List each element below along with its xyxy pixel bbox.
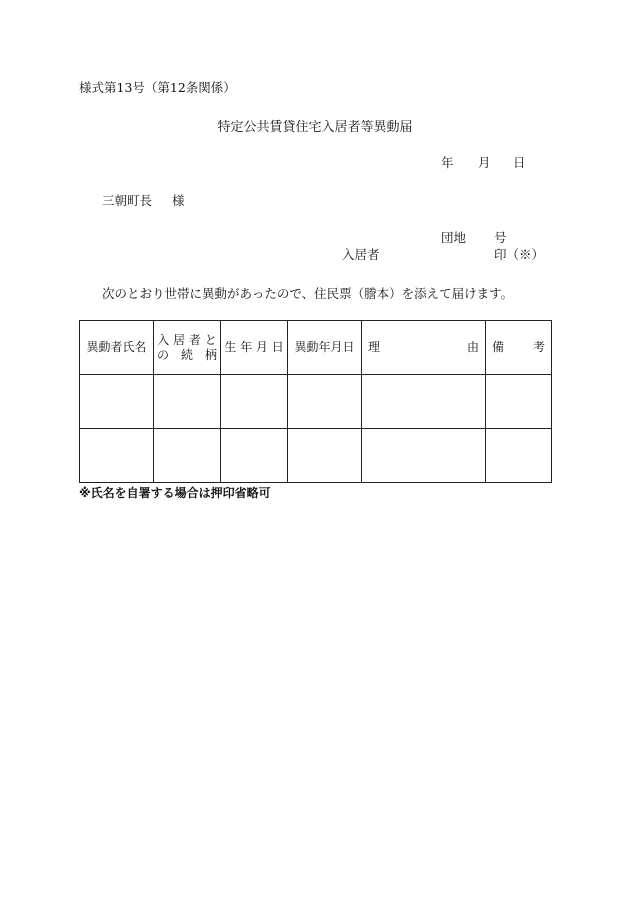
date-day-label: 日 [513, 155, 526, 170]
header-relation-line1: 入 居 者 と [157, 332, 217, 347]
addressee-name: 三朝町長 [102, 193, 153, 208]
header-name: 異動者氏名 [80, 321, 154, 375]
table-row [80, 375, 552, 429]
header-birth: 生 年 月 日 [221, 321, 288, 375]
date-year-label: 年 [441, 155, 454, 170]
footnote: ※氏名を自署する場合は押印省略可 [79, 486, 271, 500]
change-table [79, 320, 552, 483]
header-change-date: 異動年月日 [288, 321, 362, 375]
header-remarks-b: 考 [532, 340, 545, 354]
cell-reason[interactable] [362, 375, 486, 429]
cell-change-date[interactable] [288, 375, 362, 429]
cell-name[interactable] [80, 429, 154, 483]
danchi-label: 団地 [441, 230, 467, 245]
header-remarks-a: 備 [492, 340, 505, 354]
table-row [80, 429, 552, 483]
cell-change-date[interactable] [288, 429, 362, 483]
resident-label: 入居者 [342, 247, 380, 262]
cell-remarks[interactable] [486, 375, 552, 429]
document-title: 特定公共賃貸住宅入居者等異動届 [217, 120, 413, 135]
cell-relation[interactable] [154, 429, 221, 483]
header-relation [154, 321, 221, 375]
cell-remarks[interactable] [486, 429, 552, 483]
header-reason-a: 理 [368, 340, 381, 354]
addressee-honorific: 様 [172, 193, 185, 208]
seal-label: 印（※） [494, 247, 545, 262]
header-reason [362, 321, 486, 375]
date-month-label: 月 [478, 155, 491, 170]
cell-birth[interactable] [221, 429, 288, 483]
body-text: 次のとおり世帯に異動があったので、住民票（謄本）を添えて届けます。 [102, 286, 514, 301]
header-relation-line2: の 続 柄 [156, 347, 217, 362]
cell-reason[interactable] [362, 429, 486, 483]
gou-label: 号 [494, 230, 507, 245]
cell-relation[interactable] [154, 375, 221, 429]
header-reason-b: 由 [466, 340, 479, 354]
form-number: 様式第13号（第12条関係） [79, 80, 236, 95]
cell-name[interactable] [80, 375, 154, 429]
table-header-row [80, 321, 552, 375]
header-remarks [486, 321, 552, 375]
cell-birth[interactable] [221, 375, 288, 429]
